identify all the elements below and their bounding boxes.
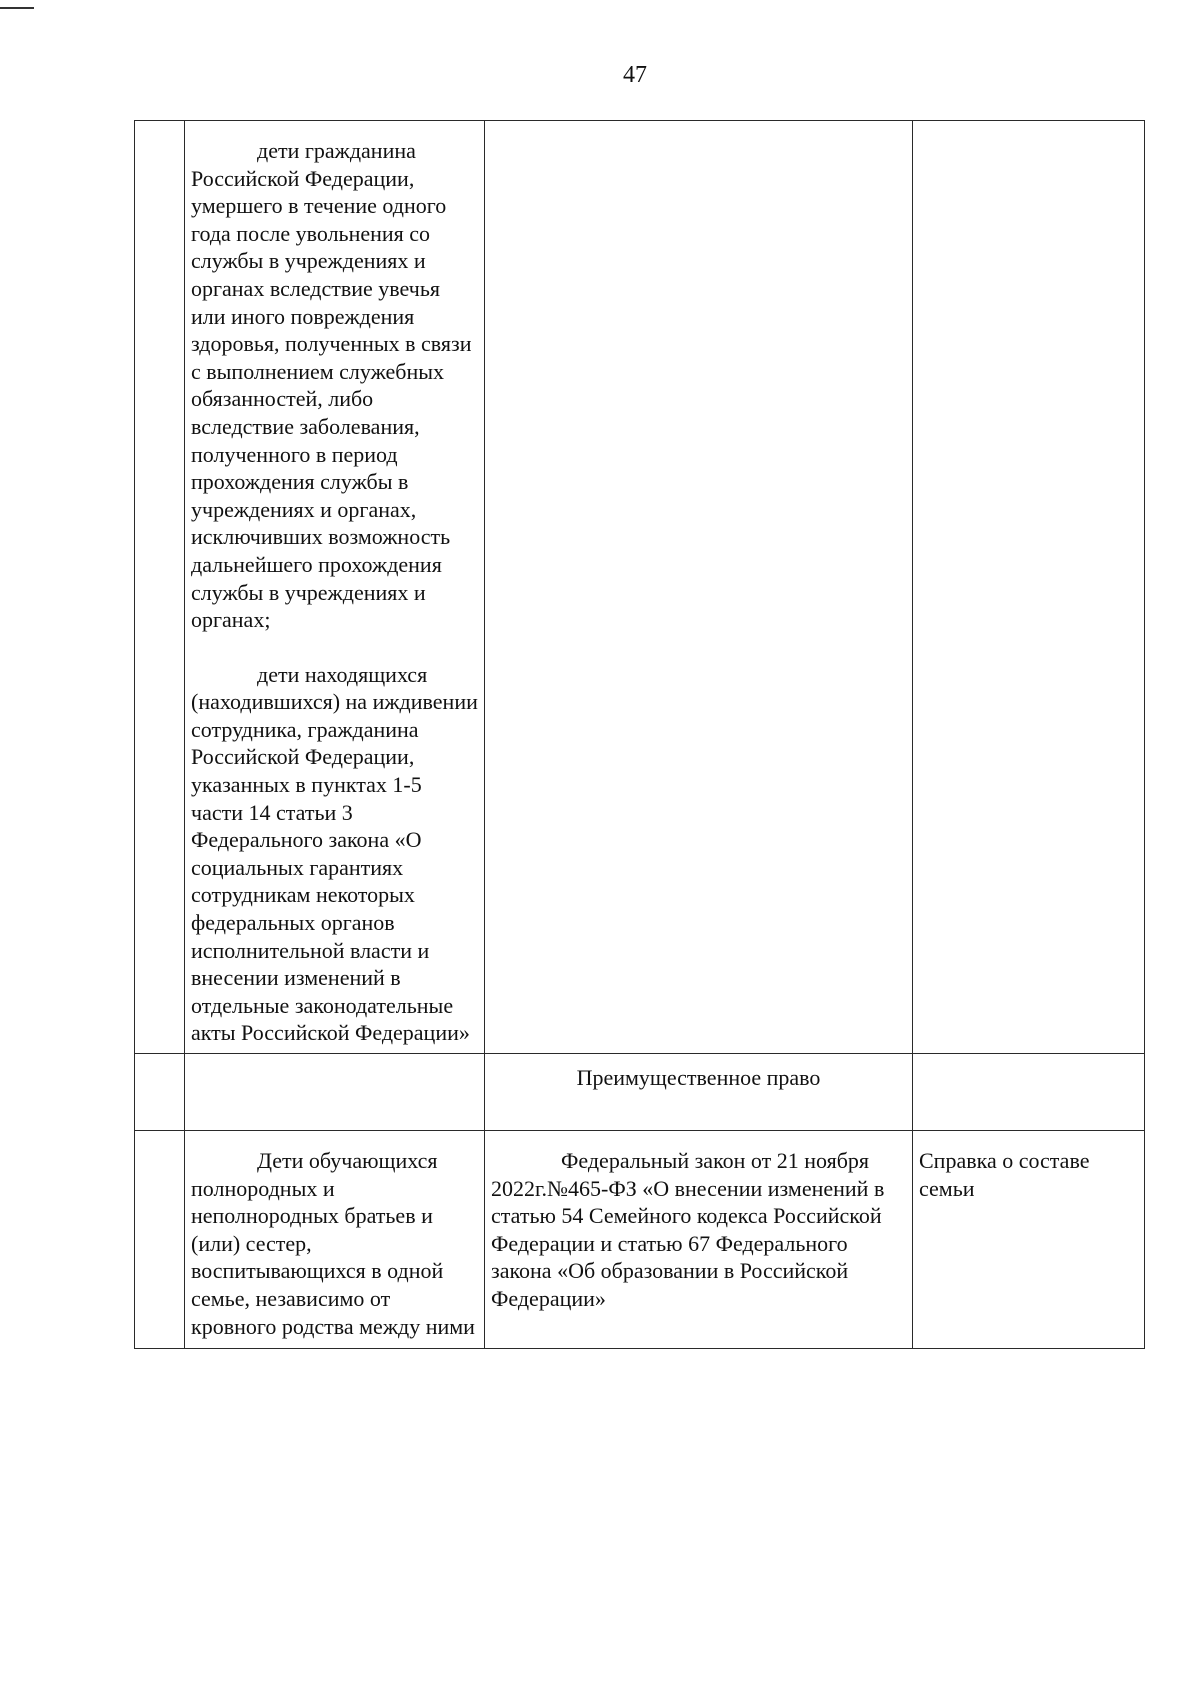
section-heading: Преимущественное право bbox=[576, 1065, 821, 1090]
table-row bbox=[135, 1131, 1145, 1349]
category-cell bbox=[185, 1131, 485, 1349]
law-text: Федеральный закон от 21 ноября 2022г.№465-ФЗ «О внесении изменений в статью 54 Семейного кодекса Российской Федерации и статью 67 Федерального закона «Об образовании в Российской Федерации» bbox=[491, 1148, 885, 1311]
section-heading-cell bbox=[485, 1054, 913, 1131]
category-paragraph: дети гражданина Российской Федерации, умершего в течение одного года после увольнения со службы в учреждениях и органах вследствие увечья или иного повреждения здоровья, полученных в связи с выполнением служебных обязанностей, либо вследствие заболевания, полученного в период прохождения службы в учреждениях и органах, исключивших возможность дальнейшего прохождения службы в учреждениях и органах; bbox=[191, 138, 472, 633]
category-cell bbox=[185, 121, 485, 1054]
row-number-cell bbox=[135, 1131, 185, 1349]
law-cell bbox=[485, 121, 913, 1054]
document-cell bbox=[913, 1054, 1145, 1131]
category-paragraph: дети находящихся (находившихся) на иждивении сотрудника, гражданина Российской Федерации, указанных в пунктах 1-5 части 14 статьи 3 Федерального закона «О социальных гарантиях сотрудникам некоторых федеральных органов исполнительной власти и внесении изменений в отдельные законодательные акты Российской Федерации» bbox=[191, 661, 478, 1046]
document-cell bbox=[913, 1131, 1145, 1349]
table-row-section-heading bbox=[135, 1054, 1145, 1131]
document-cell bbox=[913, 121, 1145, 1054]
row-number-cell bbox=[135, 1054, 185, 1131]
benefits-table bbox=[134, 120, 1145, 1349]
document-text: Справка о составе семьи bbox=[919, 1148, 1090, 1201]
row-number-cell bbox=[135, 121, 185, 1054]
law-cell bbox=[485, 1131, 913, 1349]
category-cell bbox=[185, 1054, 485, 1131]
table-row bbox=[135, 121, 1145, 1054]
corner-scan-mark bbox=[0, 7, 34, 9]
page-number: 47 bbox=[623, 62, 647, 88]
category-text: Дети обучающихся полнородных и неполнородных братьев и (или) сестер, воспитывающихся в одной семье, независимо от кровного родства между ними bbox=[191, 1148, 475, 1339]
